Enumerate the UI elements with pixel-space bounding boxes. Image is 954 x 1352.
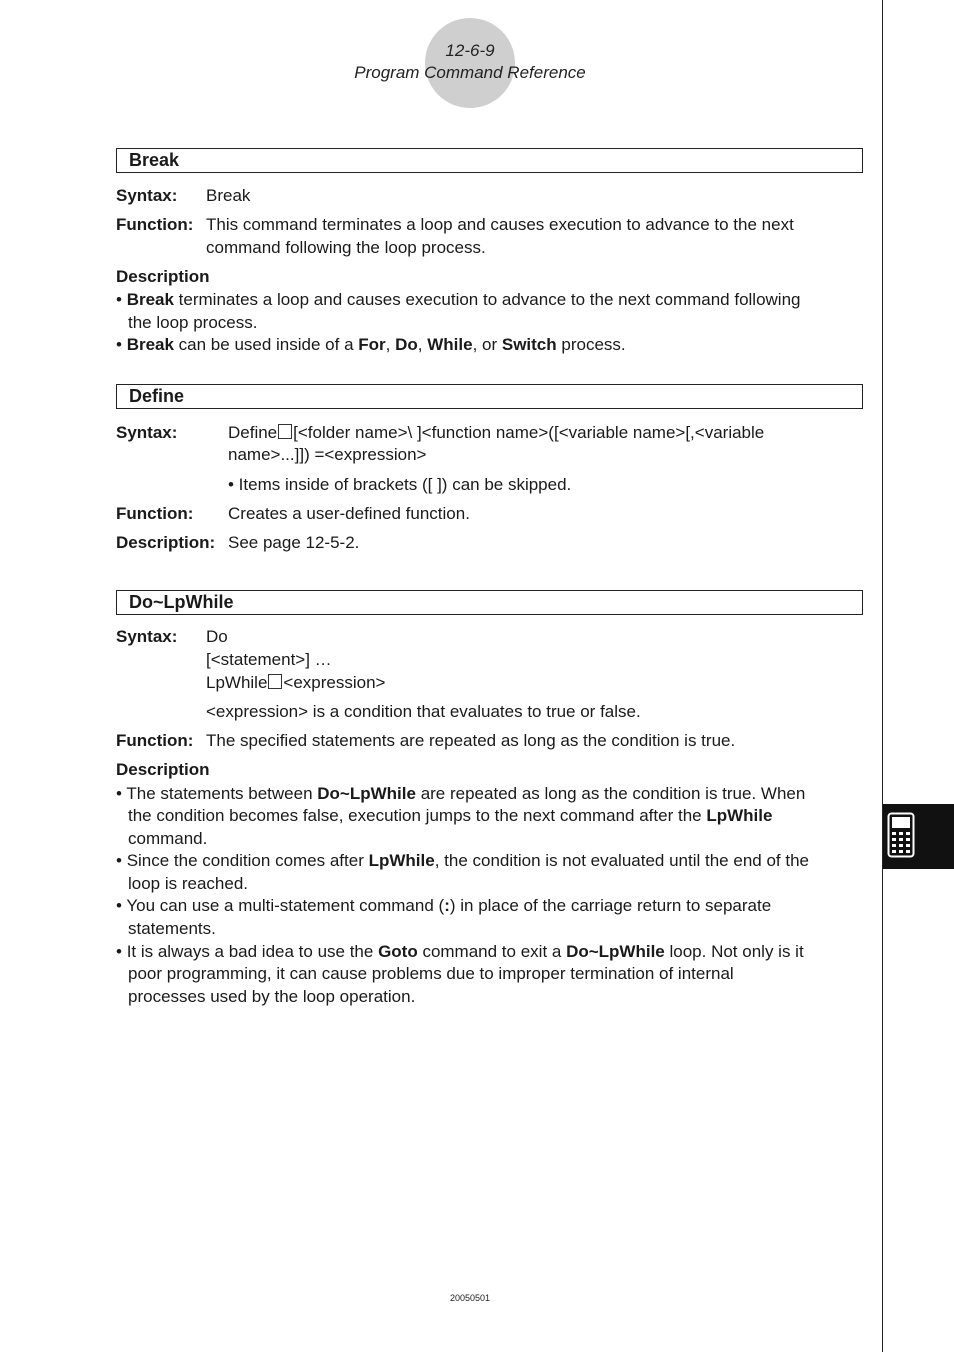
list-item-continuation: the loop process. bbox=[128, 313, 258, 332]
keyword: While bbox=[427, 335, 473, 354]
list-item: • Break can be used inside of a For, Do, While, or Switch process. bbox=[116, 335, 626, 354]
function-label: Function: bbox=[116, 504, 194, 523]
calculator-icon bbox=[887, 812, 915, 858]
syntax-note: • Items inside of brackets ([ ]) can be skipped. bbox=[228, 475, 572, 494]
function-label: Function: bbox=[116, 731, 194, 750]
description-label: Description bbox=[116, 760, 210, 779]
description-text: See page 12-5-2. bbox=[228, 533, 360, 552]
space-symbol-icon bbox=[278, 424, 292, 439]
list-item: • Break terminates a loop and causes execution to advance to the next command following bbox=[116, 290, 801, 309]
keyword: LpWhile bbox=[706, 806, 773, 825]
keyword: Break bbox=[126, 290, 174, 309]
section-heading-break bbox=[116, 148, 863, 173]
keyword: Do bbox=[395, 335, 418, 354]
section-title: Define bbox=[129, 386, 185, 406]
keyword: Break bbox=[126, 335, 174, 354]
keyword: Switch bbox=[501, 335, 557, 354]
keyword: Goto bbox=[378, 942, 418, 961]
keyword: For bbox=[358, 335, 386, 354]
list-item-continuation: the condition becomes false, execution jumps to the next command after the LpWhile bbox=[128, 806, 773, 825]
list-item-continuation: statements. bbox=[128, 919, 216, 938]
function-label: Function: bbox=[116, 215, 194, 234]
syntax-label: Syntax: bbox=[116, 423, 178, 442]
keyword: Do~LpWhile bbox=[317, 784, 416, 803]
section-heading-do-lpwhile bbox=[116, 590, 863, 615]
description-label: Description: bbox=[116, 533, 216, 552]
syntax-label: Syntax: bbox=[116, 627, 178, 646]
page-title: Program Command Reference bbox=[354, 63, 586, 82]
page-number: 12-6-9 bbox=[445, 41, 495, 60]
side-tab bbox=[883, 804, 954, 869]
function-text: command following the loop process. bbox=[206, 238, 486, 257]
syntax-text: LpWhile <expression> bbox=[206, 673, 386, 692]
footer-code: 20050501 bbox=[449, 1293, 491, 1303]
list-item: • You can use a multi-statement command (:) in place of the carriage return to separate bbox=[116, 896, 772, 915]
list-item-continuation: poor programming, it can cause problems due to improper termination of internal bbox=[128, 964, 734, 983]
syntax-text: Define [<folder name>\ ]<function name>([<variable name>[,<variable bbox=[228, 423, 765, 442]
keyword: Do~LpWhile bbox=[566, 942, 665, 961]
description-label: Description bbox=[116, 267, 210, 286]
list-item-continuation: processes used by the loop operation. bbox=[128, 987, 416, 1006]
list-item-continuation: loop is reached. bbox=[128, 874, 249, 893]
space-symbol-icon bbox=[268, 674, 282, 689]
keyword: LpWhile bbox=[368, 851, 435, 870]
syntax-text: name>...]]) =<expression> bbox=[228, 445, 427, 464]
function-text: Creates a user-defined function. bbox=[228, 504, 470, 523]
keyword: : bbox=[444, 896, 450, 915]
function-text: The specified statements are repeated as long as the condition is true. bbox=[206, 731, 736, 750]
list-item-continuation: command. bbox=[128, 829, 208, 848]
list-item: • It is always a bad idea to use the Goto command to exit a Do~LpWhile loop. Not only is it bbox=[116, 942, 804, 961]
syntax-note: <expression> is a condition that evaluates to true or false. bbox=[206, 702, 641, 721]
function-text: This command terminates a loop and causes execution to advance to the next bbox=[206, 215, 794, 234]
section-title: Break bbox=[129, 150, 180, 170]
syntax-text: Break bbox=[206, 186, 251, 205]
syntax-label: Syntax: bbox=[116, 186, 178, 205]
section-heading-define bbox=[116, 384, 863, 409]
syntax-text: [<statement>] … bbox=[206, 650, 332, 669]
list-item: • Since the condition comes after LpWhile, the condition is not evaluated until the end of the bbox=[116, 851, 809, 870]
syntax-text: Do bbox=[206, 627, 228, 646]
page-edge-rule bbox=[882, 0, 883, 1352]
section-title: Do~LpWhile bbox=[129, 592, 234, 612]
list-item: • The statements between Do~LpWhile are repeated as long as the condition is true. When bbox=[116, 784, 806, 803]
